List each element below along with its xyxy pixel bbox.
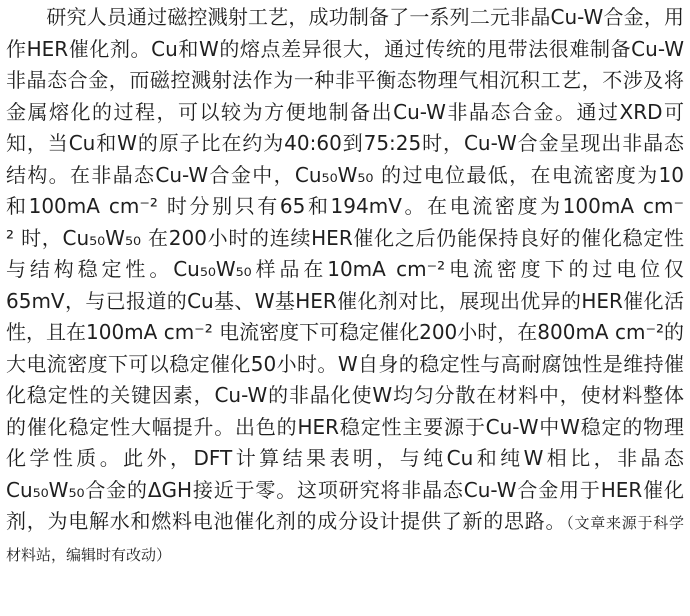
- text-line: 非晶态合金，而磁控溅射法作为一种非平衡态物理气相沉积工艺，不涉及将: [6, 68, 684, 92]
- text-line: 研究人员通过磁控溅射工艺，成功制备了一系列二元非晶Cu-W合金，用: [6, 5, 684, 29]
- text-line: 结构。在非晶态Cu-W合金中，Cu₅₀W₅₀ 的过电位最低，在电流密度为10: [6, 162, 684, 187]
- text-line: 化稳定性的关键因素，Cu-W的非晶化使W均匀分散在材料中，使材料整体: [6, 383, 684, 407]
- source-note-continued: [6, 538, 684, 570]
- source-note: 材料站，编辑时有改动）: [6, 545, 172, 564]
- text-line: 与结构稳定性。Cu₅₀W₅₀样品在10mA cm⁻²电流密度下的过电位仅: [6, 257, 684, 281]
- text-line: 化学性质。此外，DFT计算结果表明，与纯Cu和纯W相比，非晶态: [6, 446, 684, 470]
- text-line: 大电流密度下可以稳定催化50小时。W自身的稳定性与高耐腐蚀性是维持催: [6, 351, 684, 376]
- text-line: Cu₅₀W₅₀合金的ΔGH接近于零。这项研究将非晶态Cu-W合金用于HER催化: [6, 477, 684, 502]
- text-line: ² 时，Cu₅₀W₅₀ 在200小时的连续HER催化之后仍能保持良好的催化稳定性: [6, 225, 684, 250]
- text-line-with-note: [6, 506, 684, 538]
- text-line-content: 剂，为电解水和燃料电池催化剂的成分设计提供了新的思路。: [6, 509, 567, 533]
- source-note: （文章来源于科学: [566, 514, 684, 532]
- text-line: 和100mA cm⁻² 时分别只有65和194mV。在电流密度为100mA cm⁻: [6, 194, 684, 218]
- text-line: 性，且在100mA cm⁻² 电流密度下可稳定催化200小时，在800mA cm⁻²的: [6, 320, 684, 344]
- text-line: 的催化稳定性大幅提升。出色的HER稳定性主要源于Cu-W中W稳定的物理: [6, 414, 684, 439]
- text-line: 金属熔化的过程，可以较为方便地制备出Cu-W非晶态合金。通过XRD可: [6, 99, 684, 124]
- text-line: 知，当Cu和W的原子比在约为40:60到75:25时，Cu-W合金呈现出非晶态: [6, 131, 684, 155]
- text-line: 65mV，与已报道的Cu基、W基HER催化剂对比，展现出优异的HER催化活: [6, 288, 684, 313]
- text-line: 作HER催化剂。Cu和W的熔点差异很大，通过传统的甩带法很难制备Cu-W: [6, 36, 684, 61]
